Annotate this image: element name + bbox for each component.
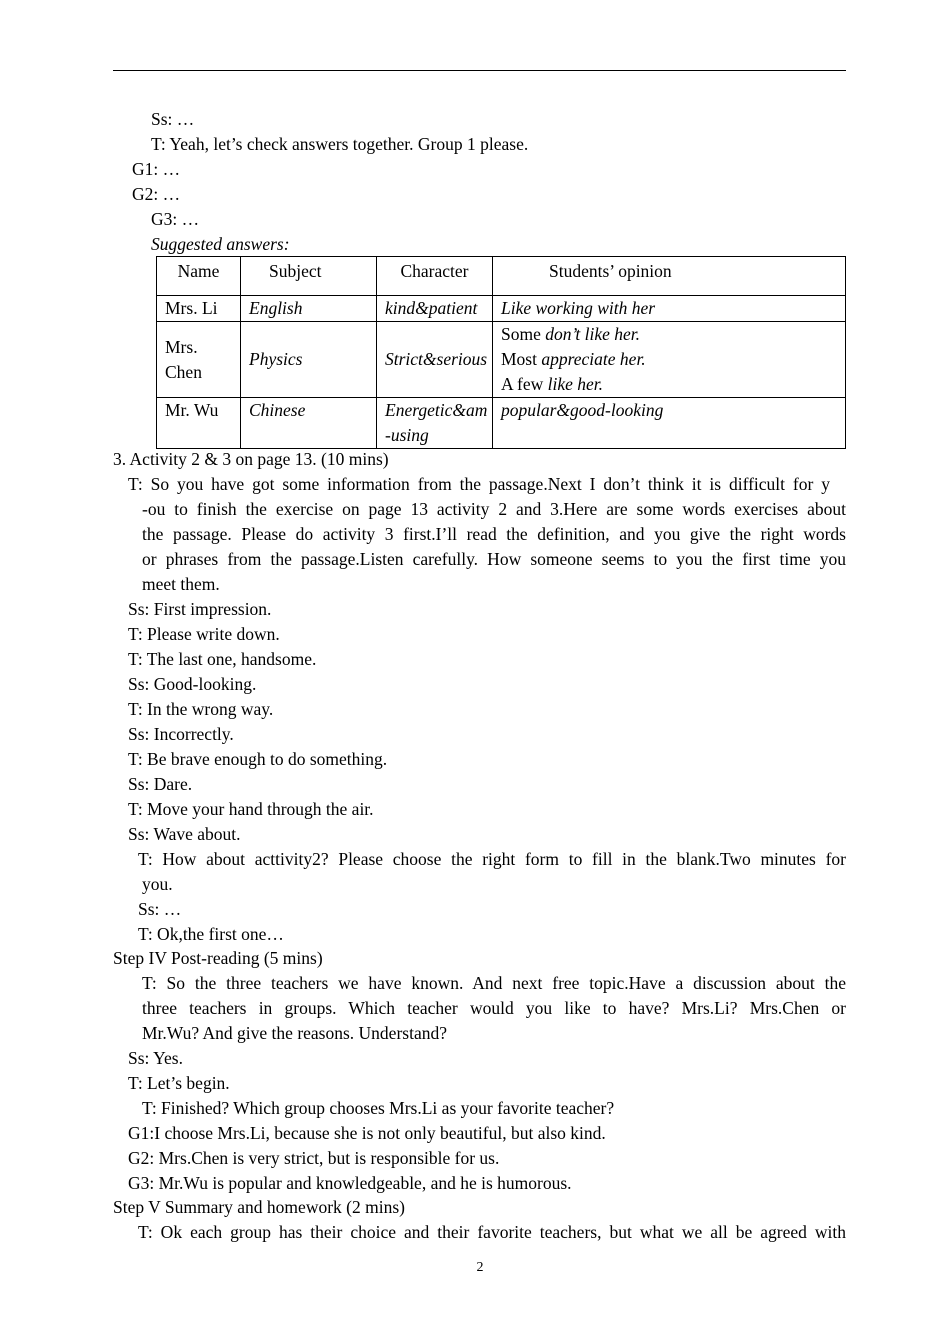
teacher-paragraph-line: you. <box>142 874 173 894</box>
dialogue-line: G2: Mrs.Chen is very strict, but is responsible for us. <box>128 1148 500 1168</box>
teacher-paragraph-line: T: So the three teachers we have known. And next free topic.Have a discussion about the <box>142 973 846 993</box>
cell-character: kind&patient <box>377 296 493 322</box>
teacher-paragraph-line: the passage. Please do activity 3 first.I’ll read the definition, and you give the right words <box>142 524 846 544</box>
dialogue-line: Ss: Incorrectly. <box>128 724 234 744</box>
header-subject: Subject <box>241 257 377 296</box>
cell-opinion: popular&good-looking <box>493 398 846 449</box>
activity-heading: 3. Activity 2 & 3 on page 13. (10 mins) <box>113 449 389 469</box>
step-heading: Step IV Post-reading (5 mins) <box>113 948 323 968</box>
opinion-line: A few like her. <box>501 374 604 394</box>
cell-opinion <box>493 322 846 398</box>
dialogue-line: G3: Mr.Wu is popular and knowledgeable, and he is humorous. <box>128 1173 572 1193</box>
header-character: Character <box>377 257 493 296</box>
cell-name: Mr. Wu <box>157 398 241 449</box>
dialogue-line: T: Ok,the first one… <box>138 924 284 944</box>
dialogue-line: T: Finished? Which group chooses Mrs.Li as your favorite teacher? <box>142 1098 615 1118</box>
teacher-paragraph-line: T: How about acttivity2? Please choose the right form to fill in the blank.Two minutes for <box>138 849 846 869</box>
cell-subject: Chinese <box>241 398 377 449</box>
line-ss: Ss: … <box>151 109 195 129</box>
table-row <box>157 296 846 322</box>
cell-character: Energetic&am -using <box>377 398 493 449</box>
answers-table <box>156 256 846 449</box>
cell-subject: English <box>241 296 377 322</box>
teacher-paragraph-line: or phrases from the passage.Listen carefully. How someone seems to you the first time you <box>142 549 846 569</box>
page-number: 2 <box>476 1260 484 1275</box>
dialogue-line: Ss: Yes. <box>128 1048 183 1068</box>
table-row <box>157 322 846 398</box>
table-header-row <box>157 257 846 296</box>
header-rule <box>113 70 846 71</box>
line-g1: G1: … <box>132 159 181 179</box>
cell-name: Mrs. Li <box>157 296 241 322</box>
dialogue-line: Ss: First impression. <box>128 599 272 619</box>
dialogue-line: G1:I choose Mrs.Li, because she is not only beautiful, but also kind. <box>128 1123 606 1143</box>
teacher-paragraph-line: Mr.Wu? And give the reasons. Understand? <box>142 1023 447 1043</box>
cell-character: Strict&serious <box>377 322 493 398</box>
teacher-paragraph-line: meet them. <box>142 574 220 594</box>
dialogue-line: Ss: Dare. <box>128 774 193 794</box>
dialogue-line: T: In the wrong way. <box>128 699 274 719</box>
dialogue-line: T: Be brave enough to do something. <box>128 749 388 769</box>
header-name: Name <box>157 257 241 296</box>
dialogue-line: Ss: Good-looking. <box>128 674 257 694</box>
cell-subject: Physics <box>241 322 377 398</box>
line-g3: G3: … <box>151 209 200 229</box>
cell-name: Mrs. Chen <box>157 322 241 398</box>
teacher-paragraph-line: T: Ok each group has their choice and their favorite teachers, but what we all be agreed with <box>138 1222 846 1242</box>
line-teacher: T: Yeah, let’s check answers together. Group 1 please. <box>151 134 529 154</box>
teacher-paragraph-line: -ou to finish the exercise on page 13 activity 2 and 3.Here are some words exercises about <box>142 499 846 519</box>
dialogue-line: T: Move your hand through the air. <box>128 799 374 819</box>
opinion-line: Some don’t like her. <box>501 324 641 344</box>
dialogue-line: Ss: … <box>138 899 182 919</box>
dialogue-line: T: Please write down. <box>128 624 280 644</box>
opinion-line: Most appreciate her. <box>501 349 646 369</box>
suggested-answers-label: Suggested answers: <box>151 234 290 254</box>
cell-opinion: Like working with her <box>493 296 846 322</box>
teacher-paragraph-line: T: So you have got some information from the passage.Next I don’t think it is difficult for y <box>128 474 830 494</box>
header-opinion: Students’ opinion <box>493 257 846 296</box>
teacher-paragraph-line: three teachers in groups. Which teacher would you like to have? Mrs.Li? Mrs.Chen or <box>142 998 846 1018</box>
line-g2: G2: … <box>132 184 181 204</box>
dialogue-line: T: The last one, handsome. <box>128 649 317 669</box>
dialogue-line: T: Let’s begin. <box>128 1073 230 1093</box>
table-row <box>157 398 846 449</box>
dialogue-line: Ss: Wave about. <box>128 824 241 844</box>
step-heading: Step V Summary and homework (2 mins) <box>113 1197 405 1217</box>
